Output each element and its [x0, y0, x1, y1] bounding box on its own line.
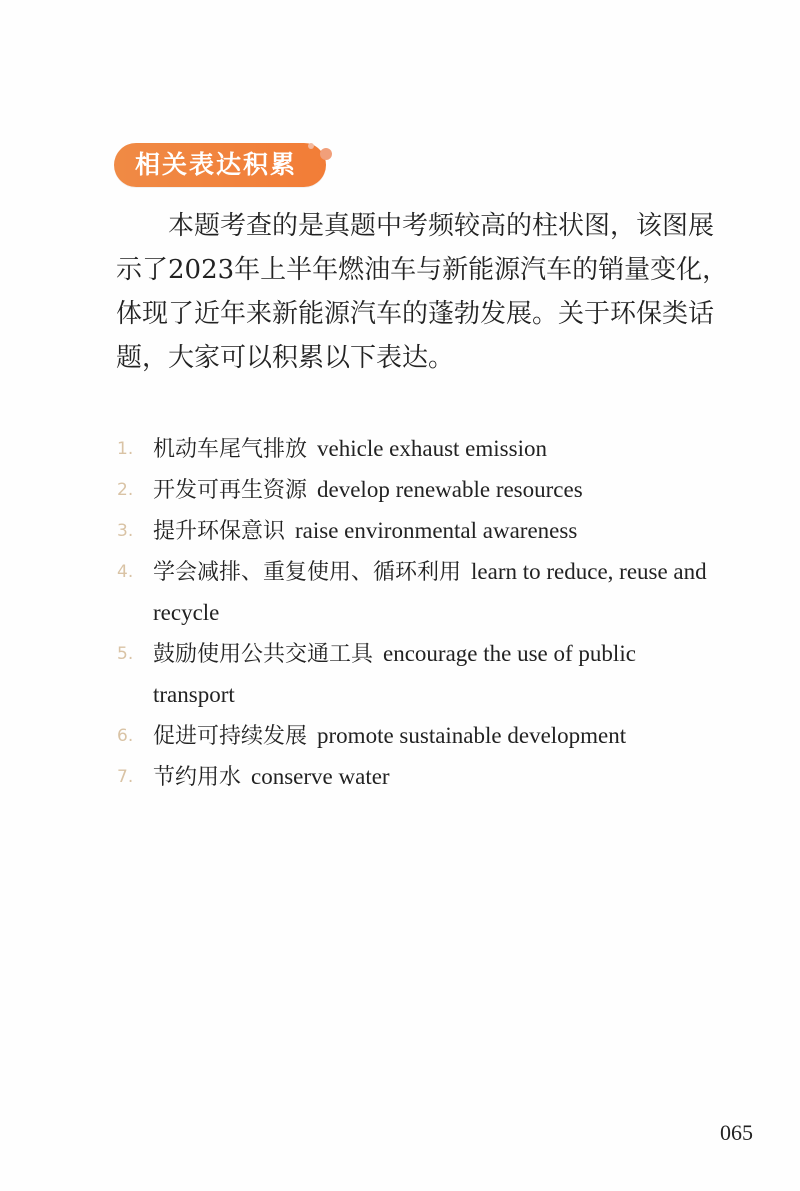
item-text [153, 716, 717, 757]
item-english: develop renewable resources [317, 477, 583, 502]
intro-line: 示了2023年上半年燃油车与新能源汽车的销量变化， [116, 255, 729, 285]
section-header [114, 143, 332, 189]
list-item [117, 470, 717, 511]
item-chinese: 学会减排、重复使用、循环利用 [153, 560, 462, 585]
item-chinese: 节约用水 [153, 765, 242, 790]
item-text [153, 757, 717, 798]
item-chinese: 促进可持续发展 [153, 724, 308, 749]
intro-line: 本题考查的是真题中考频较高的柱状图，该图展 [168, 211, 715, 241]
item-chinese: 提升环保意识 [153, 519, 286, 544]
item-number: 2. [117, 480, 134, 500]
list-item [117, 552, 717, 634]
list-item [117, 429, 717, 470]
item-english: vehicle exhaust emission [317, 436, 547, 461]
intro-line: 体现了近年来新能源汽车的蓬勃发展。关于环保类话 [116, 299, 715, 329]
item-english: promote sustainable development [317, 723, 627, 748]
intro-line: 题，大家可以积累以下表达。 [116, 343, 455, 373]
item-number: 1. [117, 439, 134, 459]
item-text [153, 634, 717, 716]
list-item [117, 716, 717, 757]
decorative-dot-icon [308, 143, 314, 149]
section-title: 相关表达积累 [135, 150, 298, 179]
list-item [117, 511, 717, 552]
item-chinese: 开发可再生资源 [153, 478, 308, 503]
item-text [153, 511, 717, 552]
item-text [153, 470, 717, 511]
section-header-pill [114, 143, 326, 187]
item-english: conserve water [251, 764, 390, 789]
decorative-dot-icon [320, 148, 332, 160]
item-text [153, 552, 717, 634]
list-item [117, 757, 717, 798]
item-number: 6. [117, 726, 134, 746]
page-number: 065 [720, 1120, 753, 1145]
list-item [117, 634, 717, 716]
item-number: 5. [117, 644, 134, 664]
item-text [153, 429, 717, 470]
item-chinese: 鼓励使用公共交通工具 [153, 642, 374, 667]
item-number: 3. [117, 521, 134, 541]
intro-paragraph [116, 204, 729, 380]
item-english: encourage the use of public transport [153, 641, 636, 707]
expression-list [117, 429, 717, 798]
item-number: 7. [117, 767, 134, 787]
item-number: 4. [117, 562, 134, 582]
item-english: learn to reduce, reuse and recycle [153, 559, 707, 625]
item-english: raise environmental awareness [295, 518, 578, 543]
item-chinese: 机动车尾气排放 [153, 437, 308, 462]
